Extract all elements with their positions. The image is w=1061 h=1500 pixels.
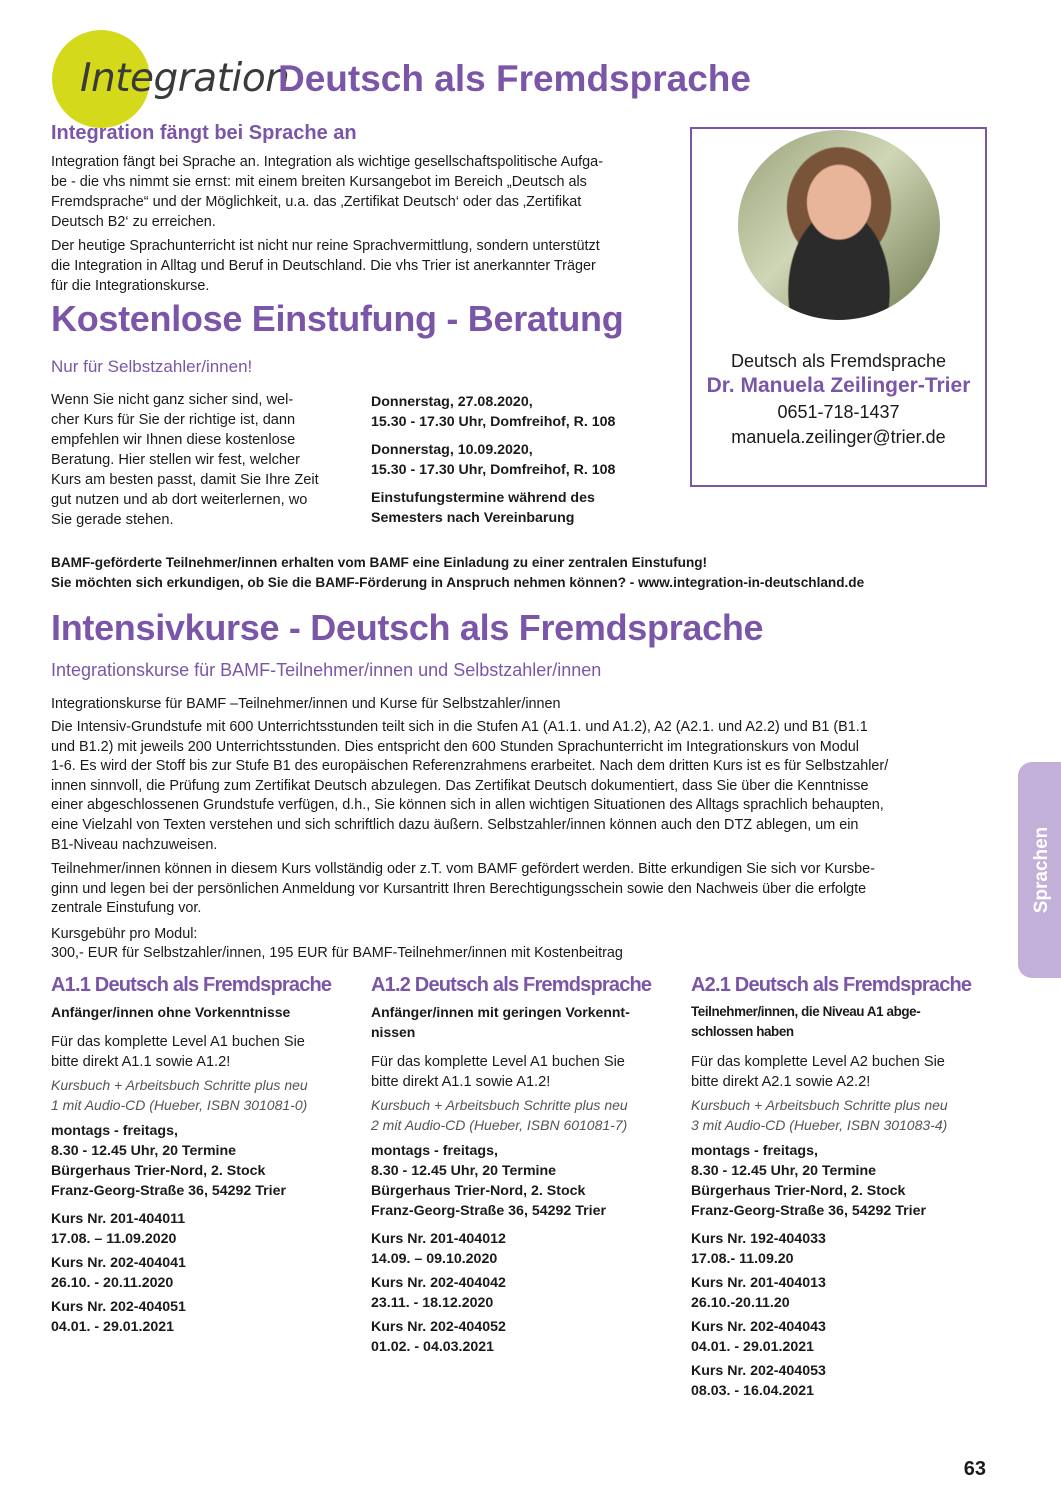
course-run bbox=[51, 1297, 347, 1337]
text-line: empfehlen wir Ihnen diese kostenlose bbox=[51, 432, 296, 448]
course-dates: 08.03. - 16.04.2021 bbox=[691, 1383, 815, 1399]
text-line: bitte direkt A1.1 sowie A1.2! bbox=[51, 1054, 231, 1070]
text-line: Franz-Georg-Straße 36, 54292 Trier bbox=[371, 1203, 606, 1219]
einstufung-text bbox=[51, 390, 347, 530]
page-title: Deutsch als Fremdsprache bbox=[278, 58, 751, 99]
text-line: Fremdsprache“ und der Möglichkeit, u.a. das ‚Zertifikat Deutsch‘ oder das ‚Zertifikat bbox=[51, 194, 582, 210]
section-tab-label: Sprachen bbox=[1031, 826, 1052, 914]
course-dates: 26.10.-20.11.20 bbox=[691, 1295, 790, 1311]
text-line: Für das komplette Level A2 buchen Sie bbox=[691, 1054, 945, 1070]
text-line: 8.30 - 12.45 Uhr, 20 Termine bbox=[691, 1163, 877, 1179]
text-line: Anfänger/innen mit geringen Vorkennt- bbox=[371, 1004, 630, 1020]
course-material bbox=[51, 1075, 347, 1115]
course-audience bbox=[371, 1002, 667, 1042]
text-line: einer abgeschlossenen Grundstufe verfügen, d.h., Sie können sich in allen wichtigen Situationen des Alltags sprachlich behaupten, bbox=[51, 797, 884, 814]
course-title: A1.1 Deutsch als Fremdsprache bbox=[51, 974, 332, 996]
text-line: 2 mit Audio-CD (Hueber, ISBN 601081-7) bbox=[371, 1117, 628, 1133]
contact-phone: 0651-718-1437 bbox=[777, 402, 900, 422]
course-dates: 23.11. - 18.12.2020 bbox=[371, 1295, 494, 1311]
intensiv-heading: Intensivkurse - Deutsch als Fremdsprache bbox=[51, 607, 764, 648]
bamf-note-line[interactable]: Sie möchten sich erkundigen, ob Sie die BAMF-Förderung in Anspruch nehmen können? - www.integration-in-deutschland.de bbox=[51, 575, 865, 590]
text-line: Wenn Sie nicht ganz sicher sind, wel- bbox=[51, 392, 294, 408]
date-line: Semesters nach Vereinbarung bbox=[371, 510, 575, 526]
course-run bbox=[691, 1229, 987, 1269]
course-run bbox=[371, 1229, 667, 1269]
contact-name: Dr. Manuela Zeilinger-Trier bbox=[706, 374, 971, 397]
einstufung-date-2 bbox=[371, 440, 671, 480]
course-number: Kurs Nr. 202-404041 bbox=[51, 1255, 186, 1271]
course-dates: 04.01. - 29.01.2021 bbox=[51, 1319, 175, 1335]
text-line: innen sinnvoll, die Prüfung zum Zertifikat Deutsch abzulegen. Das Zertifikat Deutsch dokumentiert, dass Sie über die Kenntnisse bbox=[51, 777, 869, 794]
course-material bbox=[691, 1095, 987, 1135]
course-number: Kurs Nr. 202-404053 bbox=[691, 1363, 826, 1379]
text-line: Bürgerhaus Trier-Nord, 2. Stock bbox=[371, 1183, 586, 1199]
course-schedule bbox=[371, 1141, 667, 1221]
course-material bbox=[371, 1095, 667, 1135]
text-line: Die Intensiv-Grundstufe mit 600 Unterrichtsstunden teilt sich in die Stufen A1 (A1.1. und A1.2), A2 (A2.1. und A2.2) und B1 (B1.1 bbox=[51, 719, 868, 735]
text-line: cher Kurs für Sie der richtige ist, dann bbox=[51, 412, 296, 428]
intensiv-paragraph-1 bbox=[51, 718, 991, 855]
course-run bbox=[371, 1273, 667, 1313]
text-line: 8.30 - 12.45 Uhr, 20 Termine bbox=[371, 1163, 557, 1179]
fee-label: Kursgebühr pro Modul: bbox=[51, 926, 198, 942]
text-line: montags - freitags, bbox=[51, 1123, 178, 1139]
intro-heading: Integration fängt bei Sprache an bbox=[51, 122, 357, 144]
course-audience bbox=[51, 1002, 347, 1022]
text-line: Teilnehmer/innen können in diesem Kurs vollständig oder z.T. vom BAMF gefördert werden. Bitte erkundigen Sie sich vor Kursbe- bbox=[51, 861, 875, 877]
date-line: Donnerstag, 27.08.2020, bbox=[371, 394, 533, 410]
course-booking-note bbox=[691, 1052, 987, 1092]
course-run bbox=[51, 1253, 347, 1293]
text-line: und B1.2) mit jeweils 200 Unterrichtsstunden. Dies entspricht den 600 Stunden Sprachunterricht im Integrationskurs von Modul bbox=[51, 738, 859, 755]
text-line: ginn und legen bei der persönlichen Anmeldung vor Kursantritt Ihren Berechtigungsschein sowie den Nachweis über die erfolgte bbox=[51, 880, 867, 897]
text-line: Deutsch B2‘ zu erreichen. bbox=[51, 214, 216, 230]
text-line: 3 mit Audio-CD (Hueber, ISBN 301083-4) bbox=[691, 1117, 948, 1133]
text-line: montags - freitags, bbox=[371, 1143, 498, 1159]
course-dates: 26.10. - 20.11.2020 bbox=[51, 1275, 174, 1291]
course-booking-note bbox=[51, 1032, 347, 1072]
text-line: Sie gerade stehen. bbox=[51, 512, 174, 528]
text-line: eine Vielzahl von Texten verstehen und sich schriftlich dazu äußern. Selbstzahler/innen können auch den DTZ ablegen, um ein bbox=[51, 816, 859, 833]
einstufung-date-3 bbox=[371, 488, 671, 528]
date-line: 15.30 - 17.30 Uhr, Domfreihof, R. 108 bbox=[371, 414, 616, 430]
course-dates: 17.08. – 11.09.2020 bbox=[51, 1231, 177, 1247]
course-number: Kurs Nr. 201-404013 bbox=[691, 1275, 826, 1291]
text-line: schlossen haben bbox=[691, 1024, 794, 1039]
date-line: Donnerstag, 10.09.2020, bbox=[371, 442, 533, 458]
text-line: Der heutige Sprachunterricht ist nicht nur reine Sprachvermittlung, sondern unterstützt bbox=[51, 238, 600, 254]
course-schedule bbox=[691, 1141, 987, 1221]
course-run bbox=[691, 1317, 987, 1357]
contact-portrait bbox=[738, 130, 940, 320]
contact-subject: Deutsch als Fremdsprache bbox=[730, 351, 947, 371]
course-run bbox=[371, 1317, 667, 1357]
course-number: Kurs Nr. 192-404033 bbox=[691, 1231, 826, 1247]
text-line: Bürgerhaus Trier-Nord, 2. Stock bbox=[691, 1183, 906, 1199]
einstufung-heading: Kostenlose Einstufung - Beratung bbox=[51, 298, 624, 339]
intro-paragraph-1 bbox=[51, 152, 666, 232]
course-audience bbox=[691, 1002, 987, 1042]
text-line: zentrale Einstufung vor. bbox=[51, 900, 202, 917]
course-dates: 04.01. - 29.01.2021 bbox=[691, 1339, 815, 1355]
course-column-a1-2 bbox=[371, 974, 667, 1357]
course-run bbox=[51, 1209, 347, 1249]
text-line: Bürgerhaus Trier-Nord, 2. Stock bbox=[51, 1163, 266, 1179]
fee-text: 300,- EUR für Selbstzahler/innen, 195 EUR für BAMF-Teilnehmer/innen mit Kostenbeitrag bbox=[51, 945, 623, 961]
text-line: Anfänger/innen ohne Vorkenntnisse bbox=[51, 1004, 291, 1020]
text-line: für die Integrationskurse. bbox=[51, 278, 210, 294]
text-line: bitte direkt A2.1 sowie A2.2! bbox=[691, 1074, 871, 1090]
text-line: Kursbuch + Arbeitsbuch Schritte plus neu bbox=[371, 1097, 628, 1113]
course-run bbox=[691, 1361, 987, 1401]
course-number: Kurs Nr. 202-404042 bbox=[371, 1275, 506, 1291]
course-dates: 17.08.- 11.09.20 bbox=[691, 1251, 794, 1267]
course-column-a1-1 bbox=[51, 974, 347, 1337]
text-line: 1 mit Audio-CD (Hueber, ISBN 301081-0) bbox=[51, 1097, 308, 1113]
course-dates: 14.09. – 09.10.2020 bbox=[371, 1251, 498, 1267]
course-dates: 01.02. - 04.03.2021 bbox=[371, 1339, 495, 1355]
intensiv-fee bbox=[51, 925, 623, 963]
text-line: Beratung. Hier stellen wir fest, welcher bbox=[51, 452, 301, 468]
integration-logo-text: Integration bbox=[80, 56, 290, 101]
text-line: Kurs am besten passt, damit Sie Ihre Zeit bbox=[51, 472, 319, 488]
text-line: 1-6. Es wird der Stoff bis zur Stufe B1 des europäischen Referenzrahmens erarbeitet. Nach dem dritten Kurs ist es für Selbstzahler/ bbox=[51, 758, 889, 775]
course-number: Kurs Nr. 201-404012 bbox=[371, 1231, 506, 1247]
course-number: Kurs Nr. 202-404051 bbox=[51, 1299, 186, 1315]
course-number: Kurs Nr. 202-404043 bbox=[691, 1319, 826, 1335]
bamf-note bbox=[51, 553, 864, 593]
course-run bbox=[691, 1273, 987, 1313]
text-line: Für das komplette Level A1 buchen Sie bbox=[371, 1054, 625, 1070]
text-line: B1-Niveau nachzuweisen. bbox=[51, 836, 218, 853]
course-title: A1.2 Deutsch als Fremdsprache bbox=[371, 974, 652, 996]
intensiv-paragraph-2 bbox=[51, 860, 991, 919]
text-line: Kursbuch + Arbeitsbuch Schritte plus neu bbox=[51, 1077, 308, 1093]
course-schedule bbox=[51, 1121, 347, 1201]
text-line: be - die vhs nimmt sie ernst: mit einem breiten Kursangebot im Bereich „Deutsch als bbox=[51, 174, 587, 190]
einstufung-date-1 bbox=[371, 392, 671, 432]
course-column-a2-1 bbox=[691, 974, 987, 1401]
text-line: Kursbuch + Arbeitsbuch Schritte plus neu bbox=[691, 1097, 948, 1113]
text-line: nissen bbox=[371, 1024, 416, 1040]
date-line: 15.30 - 17.30 Uhr, Domfreihof, R. 108 bbox=[371, 462, 616, 478]
text-line: bitte direkt A1.1 sowie A1.2! bbox=[371, 1074, 551, 1090]
text-line: 8.30 - 12.45 Uhr, 20 Termine bbox=[51, 1143, 237, 1159]
date-line: Einstufungstermine während des bbox=[371, 490, 595, 506]
course-title: A2.1 Deutsch als Fremdsprache bbox=[691, 974, 972, 996]
text-line: Integration fängt bei Sprache an. Integration als wichtige gesellschaftspolitische Aufga- bbox=[51, 154, 603, 170]
einstufung-subheading: Nur für Selbstzahler/innen! bbox=[51, 357, 253, 376]
text-line: Teilnehmer/innen, die Niveau A1 abge- bbox=[691, 1004, 921, 1019]
course-booking-note bbox=[371, 1052, 667, 1092]
contact-email[interactable]: manuela.zeilinger@trier.de bbox=[731, 427, 946, 447]
course-number: Kurs Nr. 202-404052 bbox=[371, 1319, 506, 1335]
text-line: die Integration in Alltag und Beruf in Deutschland. Die vhs Trier ist anerkannter Träger bbox=[51, 258, 596, 274]
course-number: Kurs Nr. 201-404011 bbox=[51, 1211, 186, 1227]
text-line: Für das komplette Level A1 buchen Sie bbox=[51, 1034, 305, 1050]
bamf-note-line: BAMF-geförderte Teilnehmer/innen erhalten vom BAMF eine Einladung zu einer zentralen Einstufung! bbox=[51, 555, 708, 570]
page-number: 63 bbox=[963, 1458, 986, 1480]
intensiv-intro-line: Integrationskurse für BAMF –Teilnehmer/innen und Kurse für Selbstzahler/innen bbox=[51, 696, 561, 712]
text-line: gut nutzen und ab dort weiterlernen, wo bbox=[51, 492, 308, 508]
text-line: montags - freitags, bbox=[691, 1143, 818, 1159]
intro-paragraph-2 bbox=[51, 236, 666, 296]
intensiv-subheading: Integrationskurse für BAMF-Teilnehmer/innen und Selbstzahler/innen bbox=[51, 660, 602, 680]
text-line: Franz-Georg-Straße 36, 54292 Trier bbox=[691, 1203, 926, 1219]
text-line: Franz-Georg-Straße 36, 54292 Trier bbox=[51, 1183, 286, 1199]
